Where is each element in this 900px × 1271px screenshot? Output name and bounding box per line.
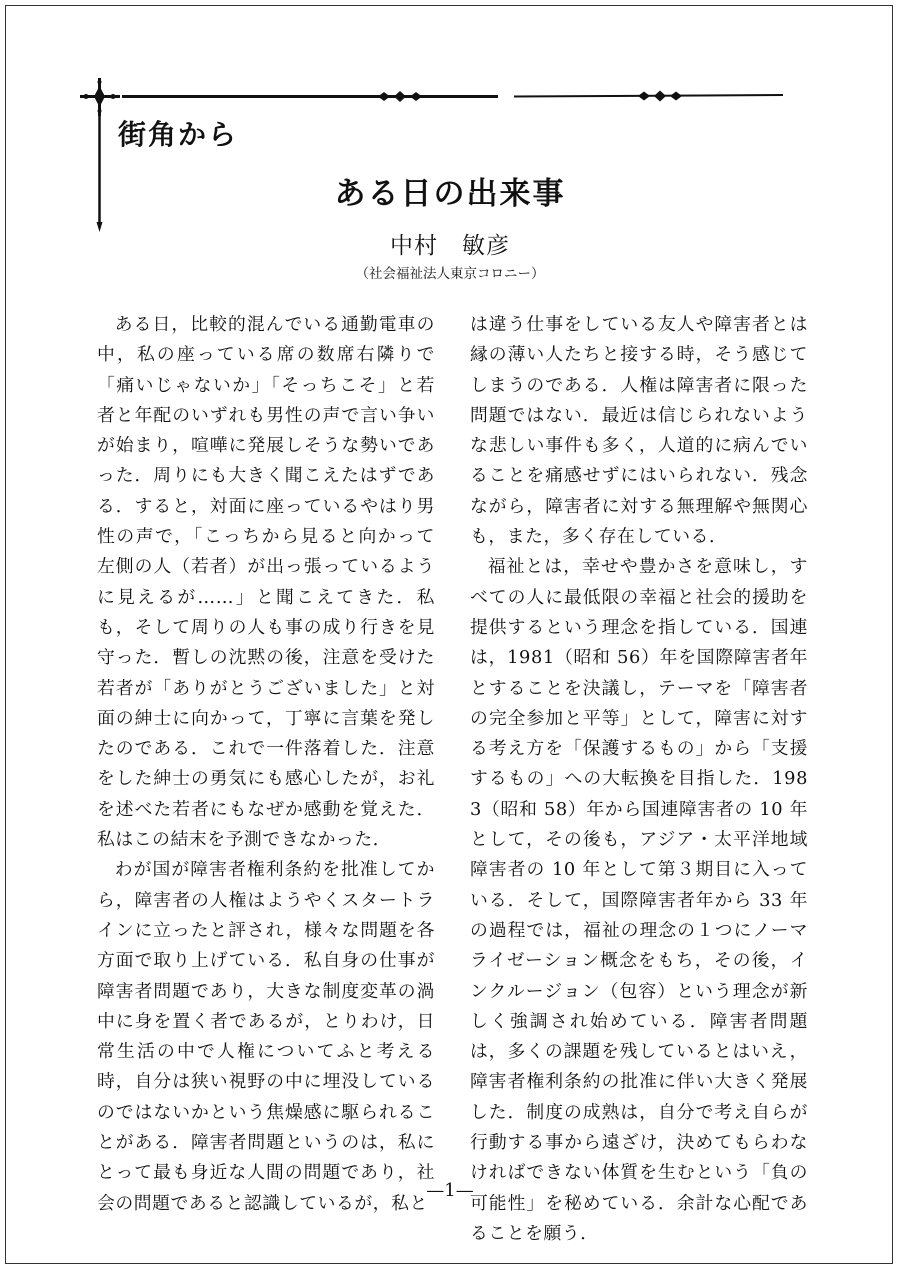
paragraph: わが国が障害者権利条約を批准してから，障害者の人権はようやくスタートラインに立ったと評され，様々な問題を各方面で取り上げている．私自身の仕事が障害者問題であり，大きな制度変革の渦中に身を置く者であるが，とりわけ，日常生活の中で人権についてふと考える時，自分は狭い視野の中に埋没しているのではないかという焦燥感に駆られることがある．障害者問題というのは，私にとって最も身近な人間の問題であり，社会の問題であると認識しているが，私と	[97, 859, 435, 1214]
paragraph: ある日，比較的混んでいる通勤電車の中，私の座っている席の数席右隣りで「痛いじゃないか」「そっちこそ」と若者と年配のいずれも男性の声で言い争いが始まり，喧嘩に発展しそうな勢いであった．周りにも大きく聞こえたはずである．すると，対面に座っているやはり男性の声で，「こっちから見ると向かって左側の人（若者）が出っ張っているように見えるが……」と聞こえてきた．私も，そして周りの人も事の成り行きを見守った．暫しの沈黙の後，注意を受けた若者が「ありがとうございました」と対面の紳士に向かって，丁寧に言葉を発したのである．これで一件落着した．注意をした紳士の勇気にも感心したが，お礼を述べた若者にもなぜか感動を覚えた．私はこの結末を予測できなかった．	[97, 314, 435, 851]
paragraph-continued: は違う仕事をしている友人や障害者とは縁の薄い人たちと接する時，そう感じてしまうのである．人権は障害者に限った問題ではない．最近は信じられないような悲しい事件も多く，人道的に病んでいることを痛感せずにはいられない．残念ながら，障害者に対する無理解や無関心も，また，多く存在している．	[470, 314, 808, 548]
author-name: 中村 敏彦	[390, 233, 510, 259]
page-number: —1—	[426, 1180, 474, 1201]
body-column-left	[97, 310, 435, 1219]
section-title: 街角から	[118, 118, 239, 151]
author-affiliation: （社会福祉法人東京コロニー）	[355, 266, 545, 282]
article-title: ある日の出来事	[334, 176, 566, 212]
paragraph: 福祉とは，幸せや豊かさを意味し，すべての人に最低限の幸福と社会的援助を提供するという理念を指している．国連は，1981（昭和 56）年を国際障害者年とすることを決議し，テーマを「障害者の完全参加と平等」として，障害に対する考え方を「保護するもの」から「支援するもの」への大転換を目指した．1983（昭和 58）年から国連障害者の 10 年として，その後も，アジア・太平洋地域障害者の 10 年として第３期目に入っている．そして，国際障害者年から 33 年の過程では，福祉の理念の１つにノーマライゼーション概念をもち，その後，インクルージョン（包容）という理念が新しく強調され始めている．障害者問題は，多くの課題を残しているとはいえ，障害者権利条約の批准に伴い大きく発展した．制度の成熟は，自分で考え自らが行動する事から遠ざけ，決めてもらわなければできない体質を生むという「負の可能性」を秘めている．余計な心配であることを願う．	[470, 556, 808, 1244]
body-column-right	[470, 310, 808, 1249]
